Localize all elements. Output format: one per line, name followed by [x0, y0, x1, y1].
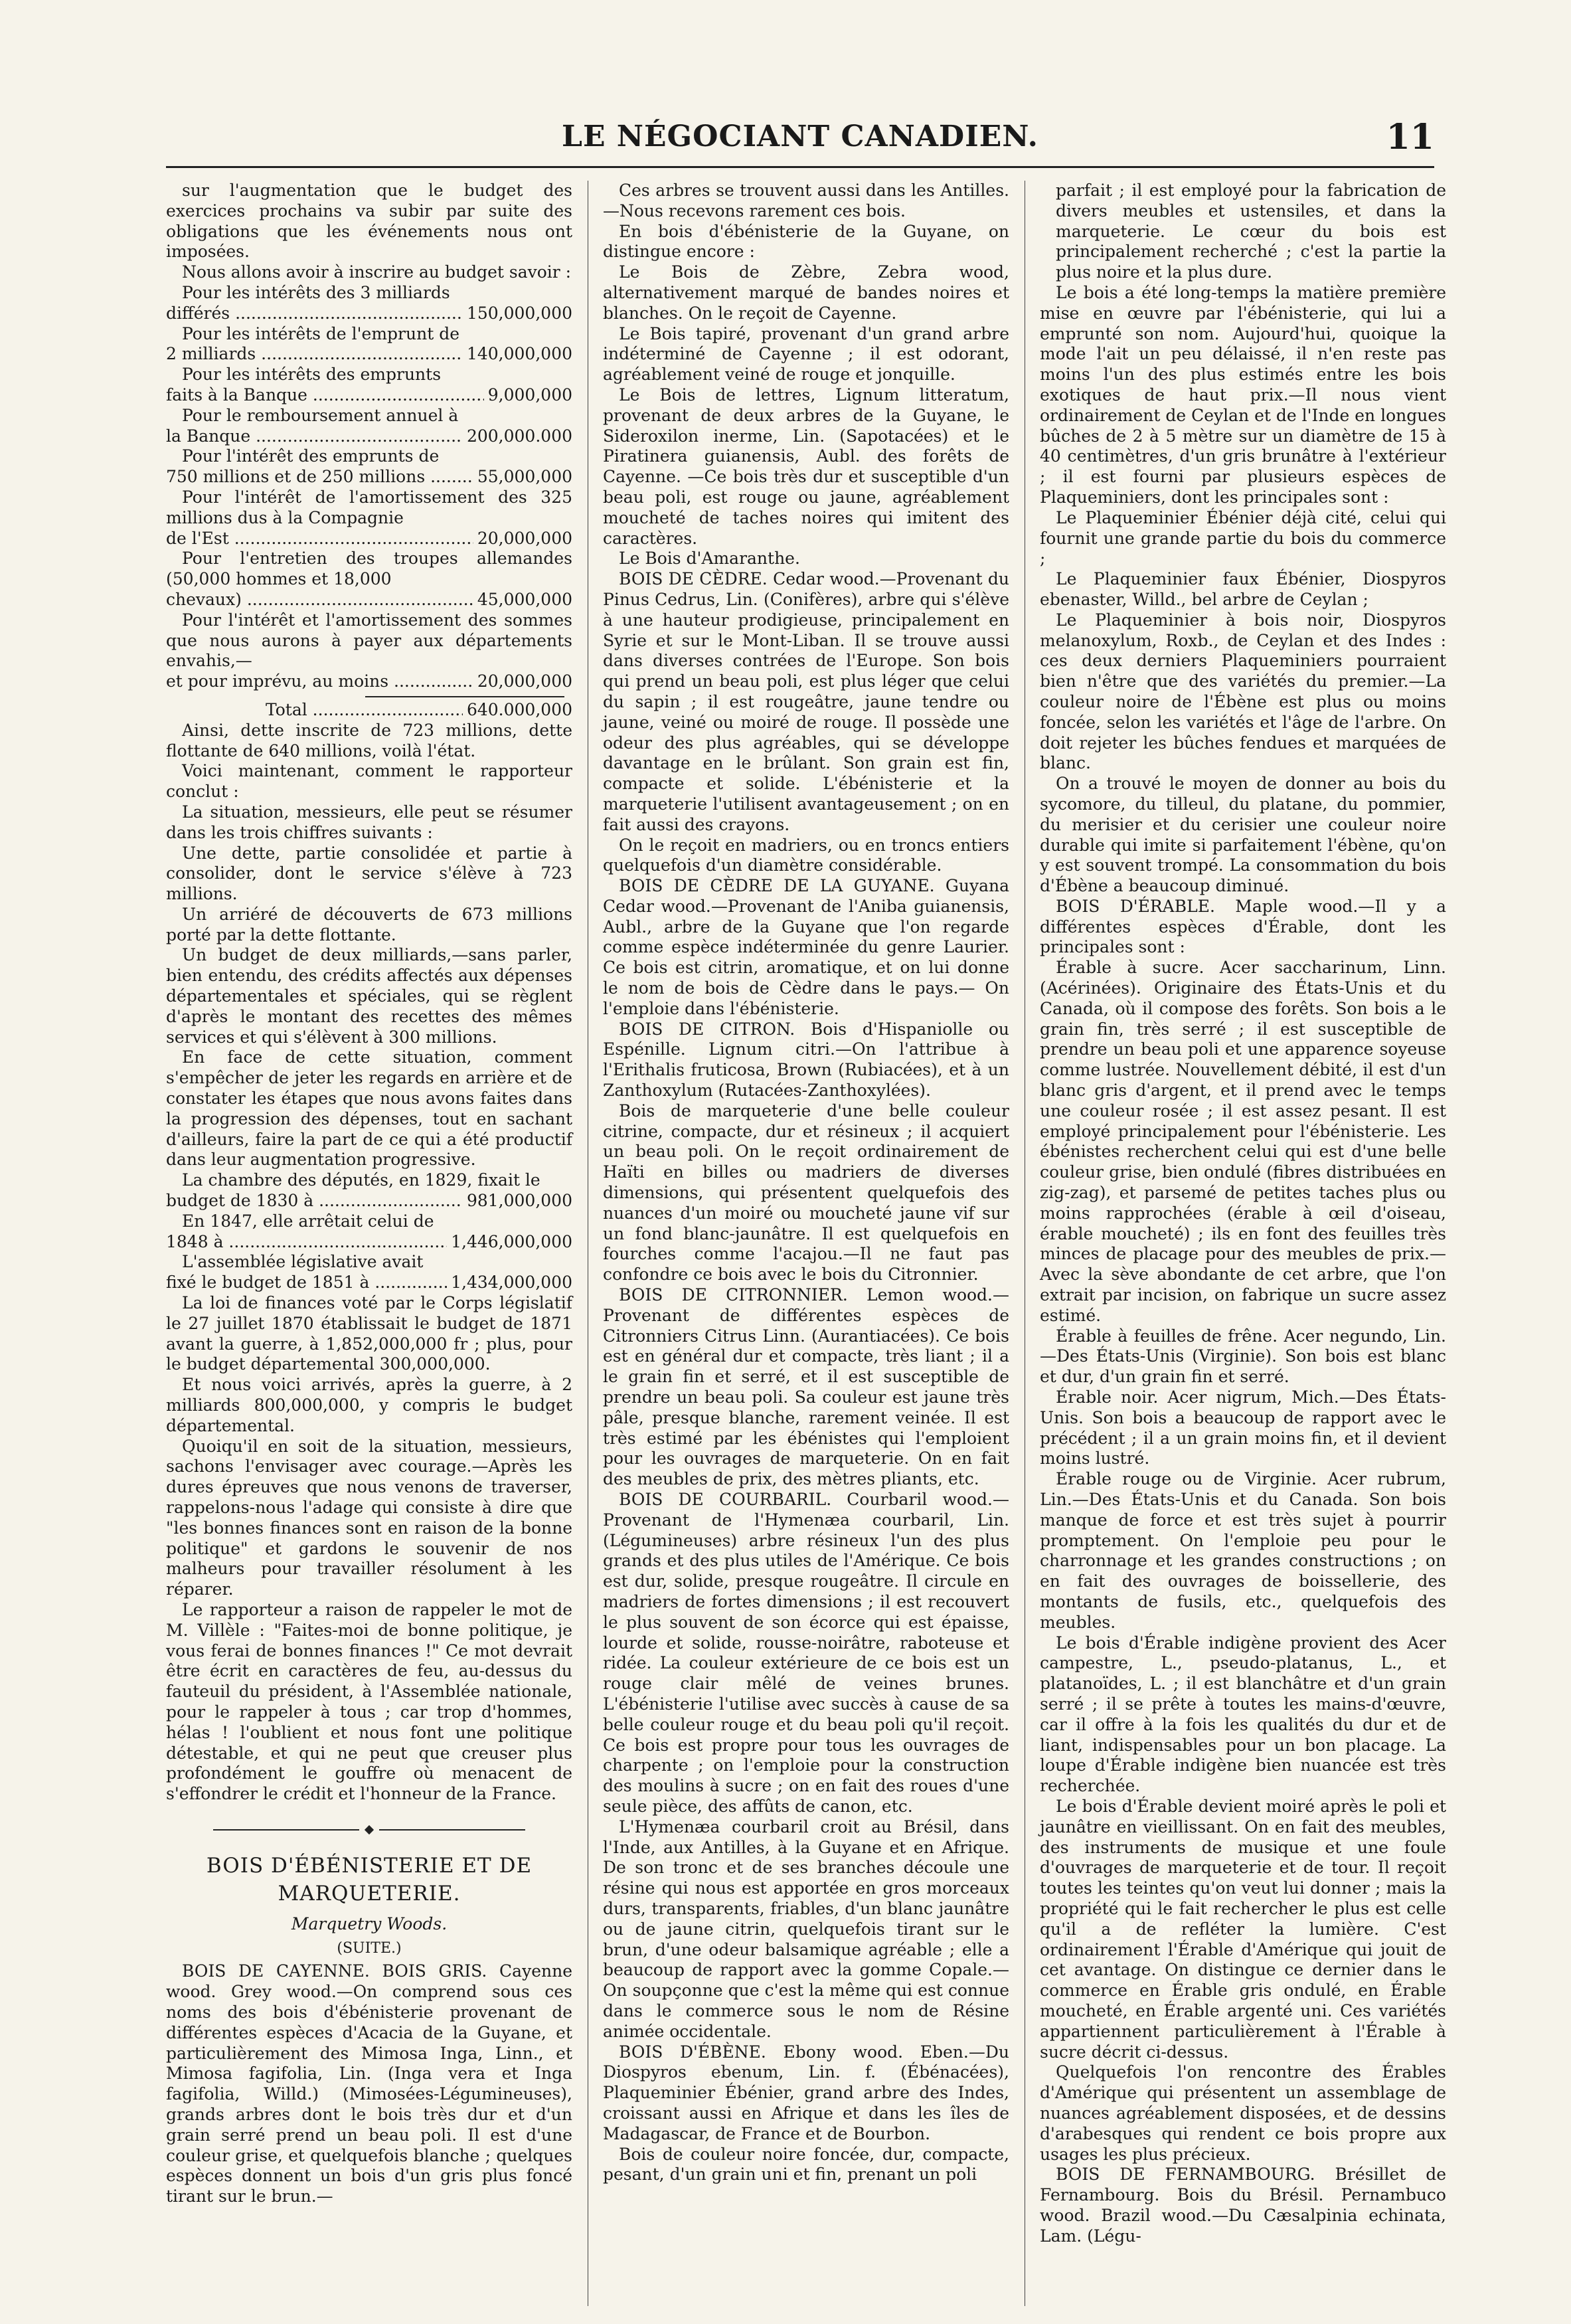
- paragraph: Voici maintenant, comment le rapporteur conclut :: [166, 761, 572, 802]
- budget-amount: 200,000.000: [466, 426, 572, 446]
- paragraph: Bois de marqueterie d'une belle couleur citrine, compacte, dur et résineux ; il acquiert un beau poli. On le reçoit ordinairement de Haïti en billes ou madriers de diverses dimensions, qui présentent quelquefois des nuances d'un moiré ou moucheté jaune vif sur un fond blanc-jaunâtre. Il est quelquefois en fourches comme l'acajou.—Il ne faut pas confondre ce bois avec le bois du Citronnier.: [603, 1101, 1009, 1285]
- budget-row: 1848 à ..... 1,446,000,000: [166, 1232, 572, 1253]
- paragraph: Érable à feuilles de frêne. Acer negundo, Lin.—Des États-Unis (Virginie). Son bois est blanc et dur, d'un grain fin et serré.: [1040, 1326, 1446, 1387]
- budget-item-label: Pour les intérêts de l'emprunt de: [182, 323, 459, 343]
- page-number: 11: [1386, 117, 1434, 157]
- paragraph: BOIS DE CITRONNIER. Lemon wood.—Provenant de différentes espèces de Citronniers Citrus Linn. (Aurantiacées). Ce bois est en général dur et compacte, très liant ; il a le grain fin et serré, et il est susceptible de prendre un beau poli. Sa couleur est jaune très pâle, presque blanche, rarement veinée. Il est très estimé par les ébénistes qui l'emploient pour les ouvrages de marqueterie. On en fait des meubles de prix, des mètres pliants, etc.: [603, 1285, 1009, 1489]
- budget-row: de l'Est ..... 20,000,000: [166, 529, 572, 549]
- paragraph: BOIS D'ÉBÈNE. Ebony wood. Eben.—Du Diospyros ebenum, Lin. f. (Ébénacées), Plaqueminier Ébénier, grand arbre des Indes, croissant aussi en Afrique et dans les îles de Madagascar, de France et de Bourbon.: [603, 2042, 1009, 2143]
- section-title: BOIS D'ÉBÉNISTERIE ET DE MARQUETERIE.: [206, 1853, 533, 1906]
- paragraph: On a trouvé le moyen de donner au bois du sycomore, du tilleul, du platane, du pommier, du merisier et du cerisier une couleur noire durable qui imite si parfaitement l'ébène, qu'on y est souvent trompé. La consommation du bois d'Ébène a beaucoup diminué.: [1040, 774, 1446, 896]
- paragraph: Le Plaqueminier faux Ébénier, Diospyros ebenaster, Willd., bel arbre de Ceylan ;: [1040, 569, 1446, 609]
- budget-amount: 20,000,000: [477, 528, 572, 548]
- header-rule: [166, 166, 1434, 168]
- budget-item-label: Pour l'intérêt de l'amortissement des 325 millions dus à la Compagnie: [166, 487, 572, 527]
- budget-item-label: L'assemblée législative avait: [182, 1252, 424, 1272]
- paragraph: Bois de couleur noire foncée, dur, compacte, pesant, d'un grain uni et fin, prenant un poli: [603, 2144, 1009, 2185]
- budget-item-label: Pour l'intérêt et l'amortissement des sommes que nous aurons à payer aux départements envahis,—: [166, 610, 572, 671]
- paragraph: Le Plaqueminier Ébénier déjà cité, celui qui fournit une grande partie du bois du commerce ;: [1040, 507, 1446, 569]
- section-subtitle: Marquetry Woods.: [291, 1914, 448, 1933]
- section-continuation: (SUITE.): [337, 1939, 402, 1957]
- paragraph: Le Plaqueminier à bois noir, Diospyros melanoxylum, Roxb., de Ceylan et des Indes : ces deux derniers Plaqueminiers pourraient bien n'être que des variétés du premier.—La couleur noire de l'Ébène est plus ou moins foncée, selon les variétés et l'âge de l'arbre. On doit rejeter les bûches fendues et marquées de blanc.: [1040, 610, 1446, 773]
- paragraph: Le Bois de Zèbre, Zebra wood, alternativement marqué de bandes noires et blanches. On le reçoit de Cayenne.: [603, 262, 1009, 323]
- paragraph: En face de cette situation, comment s'empêcher de jeter les regards en arrière et de constater les étapes que nous avons faites dans la progression des dépenses, tout en sachant d'ailleurs, faire la part de ce qui a été productif dans leur augmentation progressive.: [166, 1047, 572, 1170]
- paragraph: BOIS DE CAYENNE. BOIS GRIS. Cayenne wood. Grey wood.—On comprend sous ces noms des bois d'ébénisterie provenant de différentes espèces d'Acacia de la Guyane, et particulièrement des Mimosa Inga, Linn., et Mimosa fagifolia, Lin. (Inga vera et Inga fagifolia, Willd.) (Mimosées-Légumineuses), grands arbres dont le bois très dur et d'un grain serré prend un beau poli. Il est d'une couleur grise, et quelquefois blanche ; quelques espèces donnent un bois d'un gris plus foncé tirant sur le brun.—: [166, 1961, 572, 2206]
- budget-item-label: Pour l'intérêt des emprunts de: [182, 446, 440, 466]
- paragraph: Et nous voici arrivés, après la guerre, à 2 milliards 800,000,000, y compris le budget départemental.: [166, 1375, 572, 1435]
- budget-row: 750 millions et de 250 millions ..... 55,000,000: [166, 467, 572, 488]
- paragraph: BOIS DE CITRON. Bois d'Hispaniolle ou Espénille. Lignum citri.—On l'attribue à l'Erithalis fruticosa, Brown (Rubiacées), et à un Zanthoxylum (Rutacées-Zanthoxylées).: [603, 1019, 1009, 1101]
- budget-item-label: Pour le remboursement annuel à: [182, 405, 459, 425]
- paragraph: Une dette, partie consolidée et partie à consolider, dont le service s'élève à 723 millions.: [166, 843, 572, 904]
- paragraph: Érable rouge ou de Virginie. Acer rubrum, Lin.—Des États-Unis et du Canada. Son bois manque de force et est très sujet à pourrir promptement. On l'emploie peu pour le charronnage et les grandes constructions ; on en fait des ouvrages de boissellerie, des montants de fusils, etc., quelquefois des meubles.: [1040, 1469, 1446, 1632]
- budget-item-label: Pour les intérêts des emprunts: [182, 365, 442, 385]
- budget-row: et pour imprévu, au moins ..... 20,000,000: [166, 671, 572, 692]
- budget-row: faits à la Banque ..... 9,000,000: [166, 385, 572, 406]
- budget-amount: 150,000,000: [466, 303, 572, 323]
- paragraph: Le bois a été long-temps la matière première mise en œuvre par l'ébénisterie, qui lui a emprunté son nom. Aujourd'hui, quoique la mode l'ait un peu délaissé, il n'en reste pas moins l'un des plus estimés entre les bois exotiques de haut prix.—Il nous vient ordinairement de Ceylan et de l'Inde en longues bûches de 2 à 5 mètre sur un diamètre de 15 à 40 centimètres, d'un gris brunâtre à l'extérieur ; il est fourni par plusieurs espèces de Plaqueminiers, dont les principales sont :: [1040, 282, 1446, 507]
- paragraph: BOIS DE CÈDRE. Cedar wood.—Provenant du Pinus Cedrus, Lin. (Conifères), arbre qui s'élève à une hauteur prodigieuse, principalement en Syrie et sur le Mont-Liban. Il se trouve aussi dans diverses contrées de l'Europe. Son bois qui prend un beau poli, est plus léger que celui du sapin ; il est rougeâtre, jaune tendre ou jaune, veiné ou moiré de rouge. Il possède une odeur des plus agréables, qui se développe davantage en le brûlant. Son grain est fin, compacte et solide. L'ébénisterie et la marqueterie l'utilisent avantageusement ; on en fait aussi des crayons.: [603, 569, 1009, 834]
- paragraph: La situation, messieurs, elle peut se résumer dans les trois chiffres suivants :: [166, 802, 572, 842]
- paragraph: On le reçoit en madriers, ou en troncs entiers quelquefois d'un diamètre considérable.: [603, 835, 1009, 875]
- paragraph: Le Bois d'Amaranthe.: [619, 549, 800, 569]
- paragraph: parfait ; il est employé pour la fabrication de divers meubles et ustensiles, et dans la marqueterie. Le cœur du bois est principalement recherché ; c'est la partie la plus noire et la plus dure.: [1056, 181, 1446, 282]
- budget-row: la Banque ..... 200,000.000: [166, 426, 572, 447]
- budget-amount: 1,446,000,000: [451, 1231, 572, 1251]
- page-title: LE NÉGOCIANT CANADIEN.: [562, 120, 1038, 153]
- paragraph: En bois d'ébénisterie de la Guyane, on distingue encore :: [603, 221, 1009, 262]
- paragraph: Le bois d'Érable indigène provient des Acer campestre, L., pseudo-platanus, L., et platanoïdes, L. ; il est blanchâtre et d'un grain serré ; il se prête à toutes les mains-d'œuvre, car il offre à la fois les qualités du dur et de liant, indispensables pour un bon placage. La loupe d'Érable indigène bien nuancée est très recherchée.: [1040, 1633, 1446, 1796]
- paragraph: Le Bois de lettres, Lignum litteratum, provenant de deux arbres de la Guyane, le Sideroxilon inerme, Lin. (Sapotacées) et le Piratinera guianensis, Aubl. des forêts de Cayenne. —Ce bois très dur et susceptible d'un beau poli, est rouge ou jaune, agréablement moucheté de taches noires qui imitent des caractères.: [603, 385, 1009, 548]
- paragraph: Quoiqu'il en soit de la situation, messieurs, sachons l'envisager avec courage.—Après les dures épreuves que nous venons de traverser, rappelons-nous l'adage qui consiste à dire que "les bonnes finances sont en raison de la bonne politique" et gardons le souvenir de nos malheurs pour travailler résolument à les réparer.: [166, 1436, 572, 1599]
- paragraph: BOIS D'ÉRABLE. Maple wood.—Il y a différentes espèces d'Érable, dont les principales sont :: [1040, 896, 1446, 957]
- paragraph: Quelquefois l'on rencontre des Érables d'Amérique qui présentent un assemblage de nuances agréablement disposées, et de dessins d'arabesques qui rendent ce bois propre aux usages les plus précieux.: [1040, 2062, 1446, 2164]
- paragraph: Ces arbres se trouvent aussi dans les Antilles. —Nous recevons rarement ces bois.: [603, 181, 1009, 221]
- paragraph: L'Hymenæa courbaril croit au Brésil, dans l'Inde, aux Antilles, à la Guyane et en Afrique. De son tronc et de ses branches découle une résine qui nous est apportée en gros morceaux durs, transparents, friables, d'un blanc jaunâtre ou de jaune citrin, quelquefois tirant sur le brun, d'une odeur balsamique agréable ; elle a beaucoup de rapport avec la gomme Copale.— On soupçonne que c'est la même qui est connue dans le commerce sous le nom de Résine animée occidentale.: [603, 1817, 1009, 2041]
- column-3: [1040, 181, 1446, 2246]
- total-rule: [365, 696, 564, 697]
- paragraph: Nous allons avoir à inscrire au budget savoir :: [182, 262, 572, 282]
- budget-row: fixé le budget de 1851 à ..... 1,434,000,000: [166, 1273, 572, 1293]
- paragraph: Le Bois tapiré, provenant d'un grand arbre indéterminé de Cayenne ; il est odorant, agréablement veiné de rouge et jonquille.: [603, 323, 1009, 385]
- paragraph: Le rapporteur a raison de rappeler le mot de M. Villèle : "Faites-moi de bonne politique, je vous ferai de bonnes finances !" Ce mot devrait être écrit en caractères de feu, au-dessus du fauteuil du président, à l'Assemblée nationale, pour le rappeler à tous ; car trop d'hommes, hélas ! l'oublient et nous font une politique détestable, et qui ne peut que creuser plus profondément le gouffre où menacent de s'effondrer le crédit et l'honneur de la France.: [166, 1599, 572, 1804]
- section-divider: [166, 1819, 572, 1840]
- paragraph: Un budget de deux milliards,—sans parler, bien entendu, des crédits affectés aux dépenses départementales et spéciales, qui se règlent d'après le montant des recettes des mêmes services et qui s'élèvent à 300 millions.: [166, 945, 572, 1047]
- paragraph: La loi de finances voté par le Corps législatif le 27 juillet 1870 établissait le budget de 1871 avant la guerre, à 1,852,000,000 fr ; plus, pour le budget départemental 300,000,000.: [166, 1293, 572, 1374]
- budget-total-amount: 640.000,000: [466, 699, 572, 719]
- paragraph: Un arriéré de découverts de 673 millions porté par la dette flottante.: [166, 904, 572, 944]
- paragraph: Le bois d'Érable devient moiré après le poli et jaunâtre en vieillissant. On en fait des meubles, des instruments de musique et une foule d'ouvrages de marqueterie et de tour. Il reçoit toutes les teintes qu'on veut lui donner ; mais la propriété qui le fait rechercher le plus est celle qu'il a de refléter la lumière. C'est ordinairement l'Érable d'Amérique qui jouit de cet avantage. On distingue ce dernier dans le commerce en Érable gris ondulé, en Érable moucheté, en Érable argenté uni. Ces variétés appartiennent particulièrement à l'Érable à sucre décrit ci-dessus.: [1040, 1796, 1446, 2062]
- column-1: [166, 181, 572, 2207]
- paragraph: sur l'augmentation que le budget des exercices prochains va subir par suite des obligations que les événements nous ont imposées.: [166, 181, 572, 262]
- budget-row: budget de 1830 à ..... 981,000,000: [166, 1191, 572, 1211]
- budget-row: 2 milliards ..... 140,000,000: [166, 344, 572, 365]
- paragraph: Ainsi, dette inscrite de 723 millions, dette flottante de 640 millions, voilà l'état.: [166, 720, 572, 760]
- budget-amount: 1,434,000,000: [451, 1273, 572, 1293]
- budget-amount: 45,000,000: [477, 589, 572, 609]
- budget-item-label: La chambre des députés, en 1829, fixait le: [182, 1170, 540, 1190]
- page-header: [166, 117, 1434, 159]
- budget-item-label: Pour les intérêts des 3 milliards: [182, 282, 450, 302]
- paragraph: BOIS DE FERNAMBOURG. Brésillet de Fernambourg. Bois du Brésil. Pernambuco wood. Brazil wood.—Du Cæsalpinia echinata, Lam. (Légu-: [1040, 2165, 1446, 2246]
- budget-row: chevaux) ..... 45,000,000: [166, 590, 572, 610]
- budget-amount: 140,000,000: [466, 344, 572, 364]
- budget-item-label: En 1847, elle arrêtait celui de: [182, 1211, 434, 1231]
- budget-amount: 981,000,000: [466, 1191, 572, 1211]
- paragraph: Érable noir. Acer nigrum, Mich.—Des États-Unis. Son bois a beaucoup de rapport avec le précédent ; il a un grain moins fin, et il devient moins lustré.: [1040, 1387, 1446, 1469]
- budget-item-label: Pour l'entretien des troupes allemandes (50,000 hommes et 18,000: [166, 549, 572, 589]
- paragraph: BOIS DE COURBARIL. Courbaril wood.—Provenant de l'Hymenæa courbaril, Lin. (Légumineuses) arbre résineux l'un des plus grands et des plus utiles de l'Amérique. Ce bois est dur, solide, presque rougeâtre. Il circule en madriers de fortes dimensions ; il est recouvert le plus souvent de son écorce qui est épaisse, lourde et solide, rousse-noirâtre, raboteuse et ridée. La couleur extérieure de ce bois est un rouge clair mêlé de veines brunes. L'ébénisterie l'utilise avec succès à cause de sa belle couleur rouge et du beau poli qu'il reçoit. Ce bois est propre pour tous les ouvrages de charpente ; on l'emploie pour la construction des moulins à sucre ; on en fait des roues d'une seule pièce, des affûts de canon, etc.: [603, 1490, 1009, 1816]
- budget-amount: 55,000,000: [477, 467, 572, 487]
- paragraph: BOIS DE CÈDRE DE LA GUYANE. Guyana Cedar wood.—Provenant de l'Aniba guianensis, Aubl., arbre de la Guyane que l'on regarde comme espèce indéterminée du genre Laurier. Ce bois est citrin, aromatique, et on lui donne le nom de bois de Cèdre dans le pays.— On l'emploie dans l'ébénisterie.: [603, 876, 1009, 1018]
- budget-amount: 20,000,000: [477, 671, 572, 691]
- column-2: [603, 181, 1009, 2185]
- budget-row: différés ..... 150,000,000: [166, 304, 572, 324]
- budget-total-row: Total ..... 640.000,000: [166, 700, 572, 721]
- paragraph: Érable à sucre. Acer saccharinum, Linn. (Acérinées). Originaire des États-Unis et du Canada, où il compose des forêts. Son bois a le grain fin, très serré ; il est susceptible de prendre un beau poli et une apparence soyeuse comme lustrée. Nouvellement débité, il est d'un blanc gris d'argent, et il prend avec le temps une couleur rosée ; il est assez pesant. Il est employé principalement pour l'ébénisterie. Les ébénistes recherchent celui qui est d'une belle couleur grise, bien ondulé (fibres distribuées en zig-zag), et parsemé de petites taches plus ou moins rapprochées (érable à œil d'oiseau, érable moucheté) ; ils en font des feuilles très minces de placage pour des meubles de prix.—Avec la sève abondante de cet arbre, que l'on extrait par incision, on fabrique un sucre assez estimé.: [1040, 958, 1446, 1325]
- budget-amount: 9,000,000: [487, 385, 572, 404]
